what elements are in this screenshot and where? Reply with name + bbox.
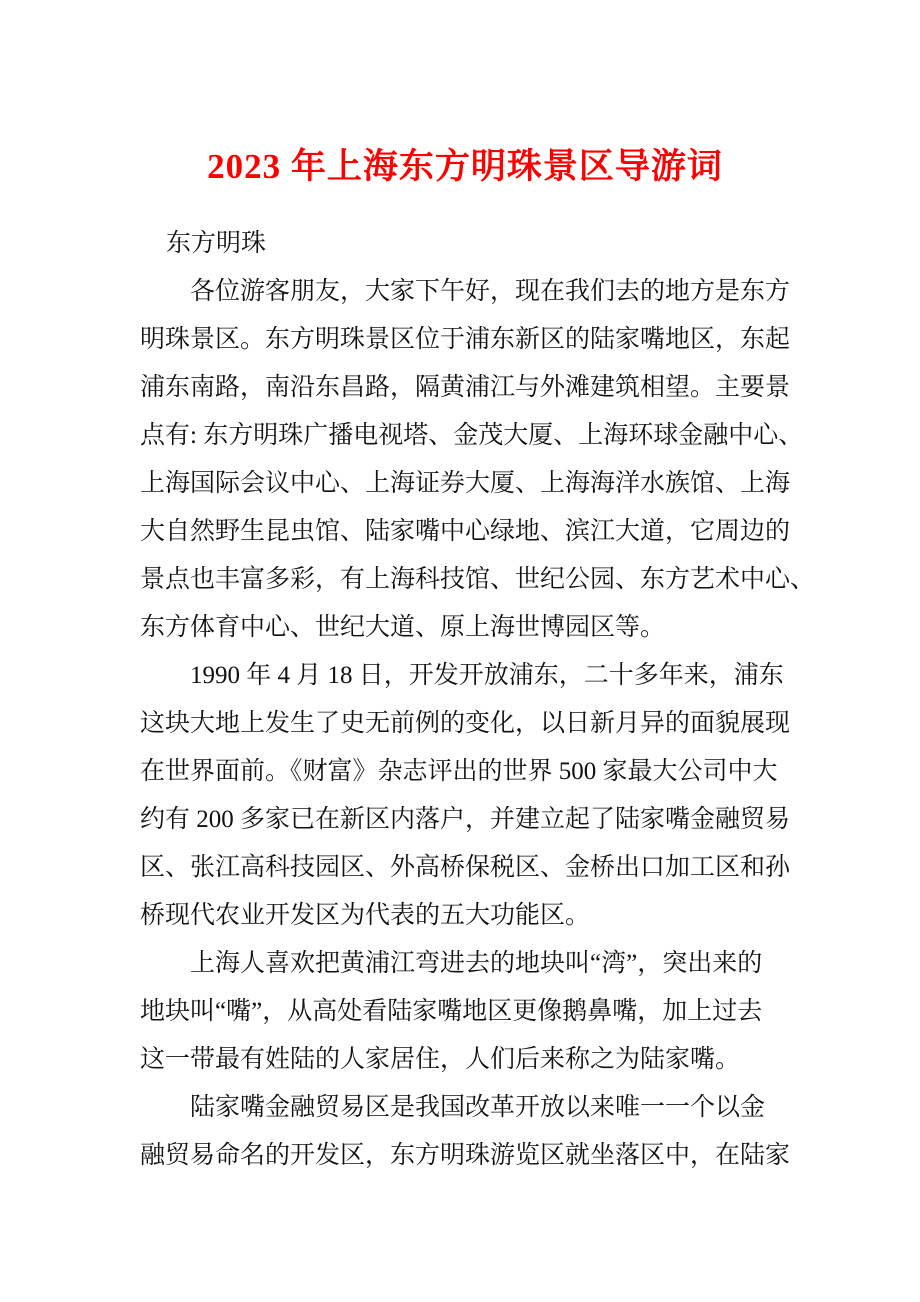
doc-line: 陆家嘴金融贸易区是我国改革开放以来唯一一个以金 <box>190 1094 766 1121</box>
doc-line: 融贸易命名的开发区，东方明珠游览区就坐落区中，在陆家 <box>140 1142 791 1169</box>
doc-line: 浦东南路，南沿东昌路，隔黄浦江与外滩建筑相望。主要景 <box>140 374 791 401</box>
doc-line: 约有 200 多家已在新区内落户，并建立起了陆家嘴金融贸易 <box>140 806 791 833</box>
page-title: 2023 年上海东方明珠景区导游词 <box>207 147 723 186</box>
doc-heading-line: 东方明珠 <box>166 230 267 257</box>
doc-line: 景点也丰富多彩，有上海科技馆、世纪公园、东方艺术中心、 <box>140 566 816 593</box>
document-body <box>140 220 816 1180</box>
paragraph <box>140 268 816 652</box>
paragraph <box>140 1084 790 1180</box>
doc-line: 各位游客朋友，大家下午好，现在我们去的地方是东方 <box>190 278 791 305</box>
doc-line: 上海人喜欢把黄浦江弯进去的地块叫“湾”，突出来的 <box>190 950 763 977</box>
doc-line: 点有: 东方明珠广播电视塔、金茂大厦、上海环球金融中心、 <box>140 422 804 449</box>
doc-line: 这一带最有姓陆的人家居住，人们后来称之为陆家嘴。 <box>140 1046 741 1073</box>
doc-line: 在世界面前。《财富》杂志评出的世界 500 家最大公司中大 <box>140 758 778 785</box>
paragraph <box>140 940 790 1084</box>
doc-line: 东方体育中心、世纪大道、原上海世博园区等。 <box>140 614 666 641</box>
paragraph <box>140 652 790 940</box>
doc-line: 明珠景区。东方明珠景区位于浦东新区的陆家嘴地区，东起 <box>140 326 791 353</box>
doc-line: 大自然野生昆虫馆、陆家嘴中心绿地、滨江大道，它周边的 <box>140 518 791 545</box>
doc-line: 这块大地上发生了史无前例的变化，以日新月异的面貌展现 <box>140 710 791 737</box>
doc-line: 1990 年 4 月 18 日，开发开放浦东，二十多年来，浦东 <box>190 662 784 689</box>
doc-line: 地块叫“嘴”，从高处看陆家嘴地区更像鹅鼻嘴，加上过去 <box>140 998 763 1025</box>
doc-line: 区、张江高科技园区、外高桥保税区、金桥出口加工区和孙 <box>140 854 791 881</box>
doc-line: 上海国际会议中心、上海证券大厦、上海海洋水族馆、上海 <box>140 470 791 497</box>
doc-line: 桥现代农业开发区为代表的五大功能区。 <box>140 902 591 929</box>
